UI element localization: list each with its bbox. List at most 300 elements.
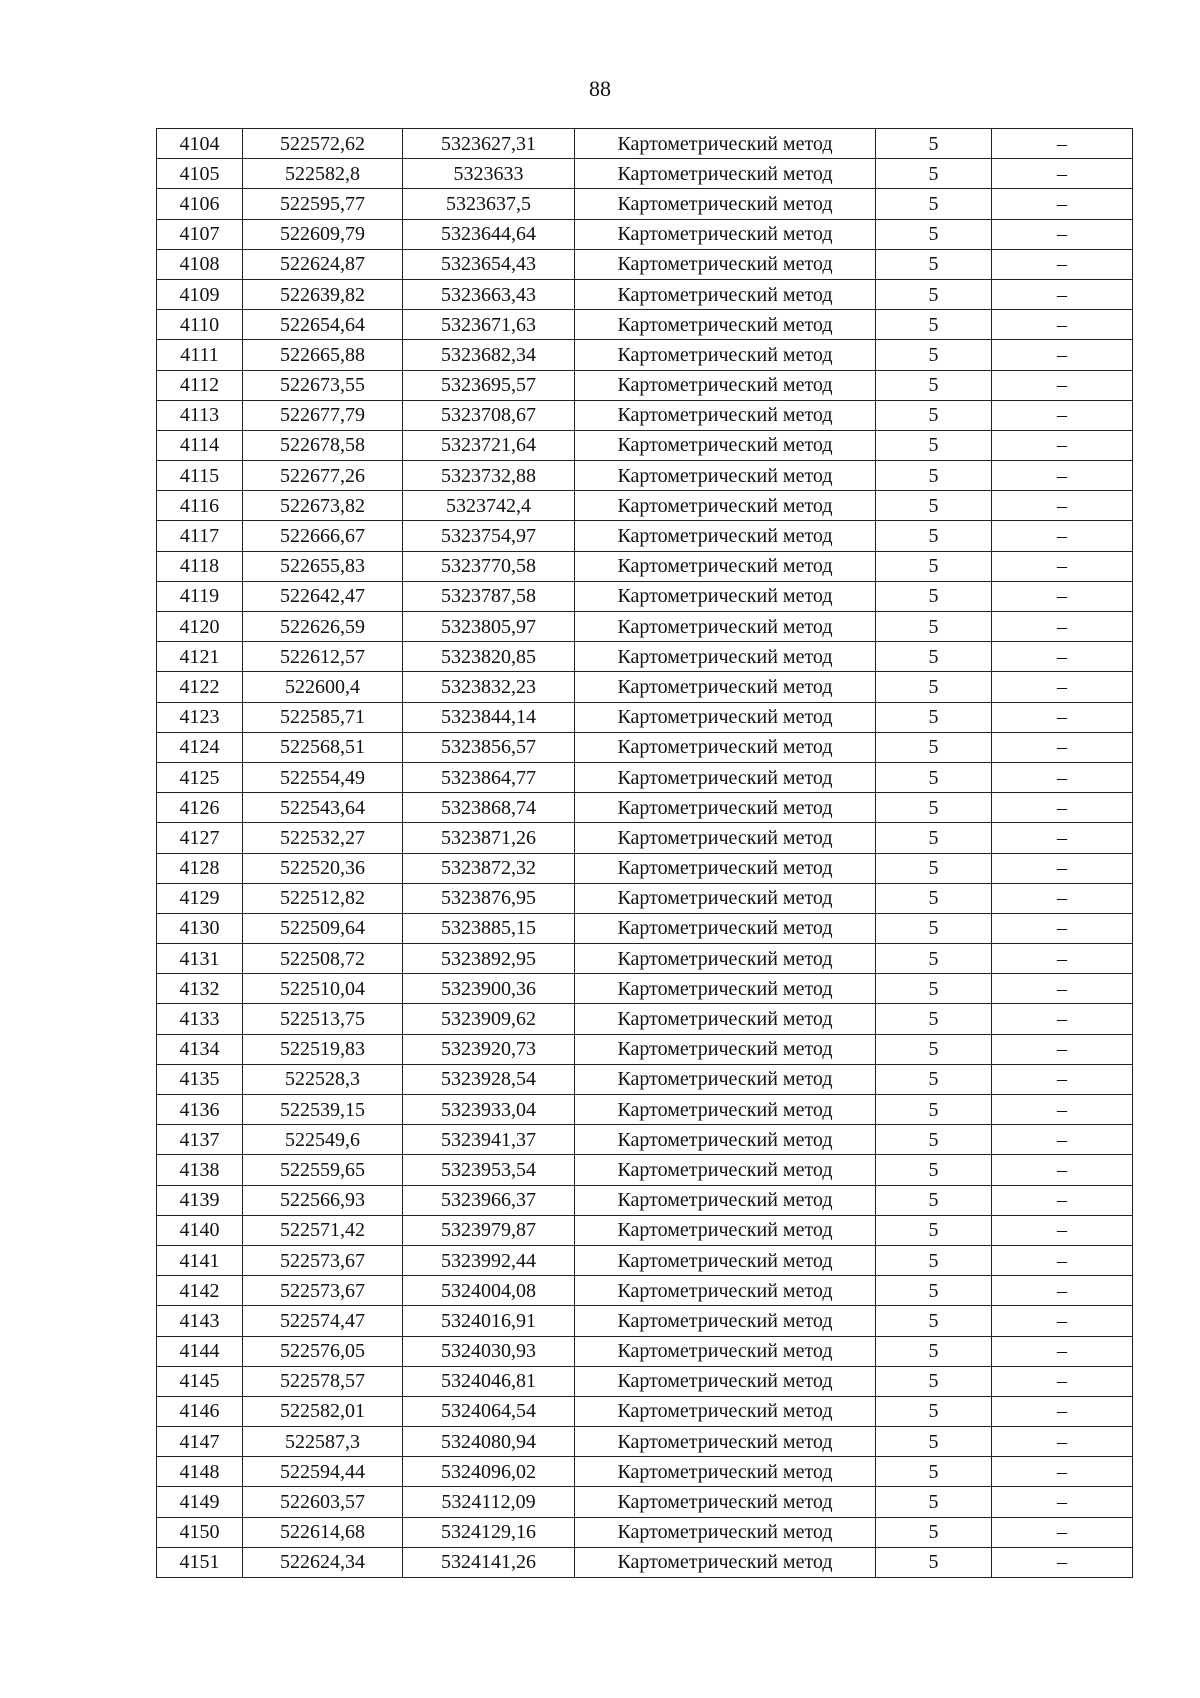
x-coordinate-cell: 522508,72 bbox=[243, 944, 403, 974]
y-coordinate-cell: 5323856,57 bbox=[403, 732, 575, 762]
description-cell: – bbox=[992, 129, 1133, 159]
point-number-cell: 4120 bbox=[157, 612, 243, 642]
accuracy-cell: 5 bbox=[876, 581, 992, 611]
point-number-cell: 4146 bbox=[157, 1396, 243, 1426]
accuracy-cell: 5 bbox=[876, 189, 992, 219]
table-row bbox=[157, 340, 1133, 370]
description-cell: – bbox=[992, 1517, 1133, 1547]
x-coordinate-cell: 522603,57 bbox=[243, 1487, 403, 1517]
description-cell: – bbox=[992, 944, 1133, 974]
table-row bbox=[157, 642, 1133, 672]
table-row bbox=[157, 1034, 1133, 1064]
method-cell: Картометрический метод bbox=[575, 853, 876, 883]
point-number-cell: 4148 bbox=[157, 1457, 243, 1487]
method-cell: Картометрический метод bbox=[575, 1064, 876, 1094]
y-coordinate-cell: 5324141,26 bbox=[403, 1547, 575, 1577]
description-cell: – bbox=[992, 1034, 1133, 1064]
description-cell: – bbox=[992, 1095, 1133, 1125]
table-row bbox=[157, 1517, 1133, 1547]
table-row bbox=[157, 491, 1133, 521]
accuracy-cell: 5 bbox=[876, 702, 992, 732]
y-coordinate-cell: 5324046,81 bbox=[403, 1366, 575, 1396]
method-cell: Картометрический метод bbox=[575, 1185, 876, 1215]
y-coordinate-cell: 5323787,58 bbox=[403, 581, 575, 611]
x-coordinate-cell: 522512,82 bbox=[243, 883, 403, 913]
x-coordinate-cell: 522578,57 bbox=[243, 1366, 403, 1396]
y-coordinate-cell: 5324112,09 bbox=[403, 1487, 575, 1517]
table-row bbox=[157, 1004, 1133, 1034]
description-cell: – bbox=[992, 370, 1133, 400]
y-coordinate-cell: 5323770,58 bbox=[403, 551, 575, 581]
point-number-cell: 4134 bbox=[157, 1034, 243, 1064]
table-row bbox=[157, 219, 1133, 249]
y-coordinate-cell: 5323871,26 bbox=[403, 823, 575, 853]
accuracy-cell: 5 bbox=[876, 521, 992, 551]
y-coordinate-cell: 5323892,95 bbox=[403, 944, 575, 974]
accuracy-cell: 5 bbox=[876, 491, 992, 521]
description-cell: – bbox=[992, 913, 1133, 943]
description-cell: – bbox=[992, 551, 1133, 581]
x-coordinate-cell: 522573,67 bbox=[243, 1276, 403, 1306]
method-cell: Картометрический метод bbox=[575, 370, 876, 400]
table-row bbox=[157, 1336, 1133, 1366]
method-cell: Картометрический метод bbox=[575, 129, 876, 159]
description-cell: – bbox=[992, 279, 1133, 309]
description-cell: – bbox=[992, 1276, 1133, 1306]
description-cell: – bbox=[992, 702, 1133, 732]
coordinates-table-body bbox=[157, 129, 1133, 1578]
x-coordinate-cell: 522519,83 bbox=[243, 1034, 403, 1064]
accuracy-cell: 5 bbox=[876, 1457, 992, 1487]
table-row bbox=[157, 279, 1133, 309]
page-number: 88 bbox=[589, 76, 611, 101]
method-cell: Картометрический метод bbox=[575, 1034, 876, 1064]
y-coordinate-cell: 5323742,4 bbox=[403, 491, 575, 521]
point-number-cell: 4124 bbox=[157, 732, 243, 762]
x-coordinate-cell: 522539,15 bbox=[243, 1095, 403, 1125]
accuracy-cell: 5 bbox=[876, 1517, 992, 1547]
method-cell: Картометрический метод bbox=[575, 491, 876, 521]
y-coordinate-cell: 5323966,37 bbox=[403, 1185, 575, 1215]
method-cell: Картометрический метод bbox=[575, 642, 876, 672]
y-coordinate-cell: 5323832,23 bbox=[403, 672, 575, 702]
table-row bbox=[157, 944, 1133, 974]
accuracy-cell: 5 bbox=[876, 1155, 992, 1185]
point-number-cell: 4144 bbox=[157, 1336, 243, 1366]
point-number-cell: 4114 bbox=[157, 430, 243, 460]
point-number-cell: 4142 bbox=[157, 1276, 243, 1306]
table-row bbox=[157, 249, 1133, 279]
accuracy-cell: 5 bbox=[876, 219, 992, 249]
description-cell: – bbox=[992, 340, 1133, 370]
table-row bbox=[157, 461, 1133, 491]
table-row bbox=[157, 702, 1133, 732]
description-cell: – bbox=[992, 430, 1133, 460]
description-cell: – bbox=[992, 1185, 1133, 1215]
point-number-cell: 4109 bbox=[157, 279, 243, 309]
accuracy-cell: 5 bbox=[876, 1034, 992, 1064]
method-cell: Картометрический метод bbox=[575, 521, 876, 551]
x-coordinate-cell: 522568,51 bbox=[243, 732, 403, 762]
point-number-cell: 4149 bbox=[157, 1487, 243, 1517]
x-coordinate-cell: 522528,3 bbox=[243, 1064, 403, 1094]
table-row bbox=[157, 1427, 1133, 1457]
description-cell: – bbox=[992, 581, 1133, 611]
point-number-cell: 4105 bbox=[157, 159, 243, 189]
point-number-cell: 4139 bbox=[157, 1185, 243, 1215]
method-cell: Картометрический метод bbox=[575, 974, 876, 1004]
y-coordinate-cell: 5323654,43 bbox=[403, 249, 575, 279]
y-coordinate-cell: 5323732,88 bbox=[403, 461, 575, 491]
point-number-cell: 4130 bbox=[157, 913, 243, 943]
description-cell: – bbox=[992, 823, 1133, 853]
y-coordinate-cell: 5323844,14 bbox=[403, 702, 575, 732]
table-row bbox=[157, 1487, 1133, 1517]
point-number-cell: 4125 bbox=[157, 762, 243, 792]
x-coordinate-cell: 522573,67 bbox=[243, 1245, 403, 1275]
method-cell: Картометрический метод bbox=[575, 1215, 876, 1245]
y-coordinate-cell: 5323663,43 bbox=[403, 279, 575, 309]
x-coordinate-cell: 522654,64 bbox=[243, 310, 403, 340]
x-coordinate-cell: 522582,01 bbox=[243, 1396, 403, 1426]
description-cell: – bbox=[992, 1396, 1133, 1426]
method-cell: Картометрический метод bbox=[575, 612, 876, 642]
y-coordinate-cell: 5323864,77 bbox=[403, 762, 575, 792]
x-coordinate-cell: 522600,4 bbox=[243, 672, 403, 702]
description-cell: – bbox=[992, 883, 1133, 913]
method-cell: Картометрический метод bbox=[575, 762, 876, 792]
x-coordinate-cell: 522642,47 bbox=[243, 581, 403, 611]
description-cell: – bbox=[992, 1215, 1133, 1245]
accuracy-cell: 5 bbox=[876, 732, 992, 762]
description-cell: – bbox=[992, 400, 1133, 430]
table-row bbox=[157, 551, 1133, 581]
accuracy-cell: 5 bbox=[876, 823, 992, 853]
y-coordinate-cell: 5323708,67 bbox=[403, 400, 575, 430]
x-coordinate-cell: 522612,57 bbox=[243, 642, 403, 672]
description-cell: – bbox=[992, 1336, 1133, 1366]
accuracy-cell: 5 bbox=[876, 1336, 992, 1366]
description-cell: – bbox=[992, 249, 1133, 279]
y-coordinate-cell: 5323721,64 bbox=[403, 430, 575, 460]
point-number-cell: 4112 bbox=[157, 370, 243, 400]
x-coordinate-cell: 522549,6 bbox=[243, 1125, 403, 1155]
description-cell: – bbox=[992, 853, 1133, 883]
coordinates-table bbox=[156, 128, 1133, 1578]
method-cell: Картометрический метод bbox=[575, 823, 876, 853]
y-coordinate-cell: 5323909,62 bbox=[403, 1004, 575, 1034]
x-coordinate-cell: 522666,67 bbox=[243, 521, 403, 551]
description-cell: – bbox=[992, 219, 1133, 249]
accuracy-cell: 5 bbox=[876, 1185, 992, 1215]
table-row bbox=[157, 974, 1133, 1004]
description-cell: – bbox=[992, 461, 1133, 491]
method-cell: Картометрический метод bbox=[575, 944, 876, 974]
accuracy-cell: 5 bbox=[876, 672, 992, 702]
method-cell: Картометрический метод bbox=[575, 672, 876, 702]
method-cell: Картометрический метод bbox=[575, 430, 876, 460]
point-number-cell: 4113 bbox=[157, 400, 243, 430]
y-coordinate-cell: 5323941,37 bbox=[403, 1125, 575, 1155]
point-number-cell: 4136 bbox=[157, 1095, 243, 1125]
y-coordinate-cell: 5323900,36 bbox=[403, 974, 575, 1004]
x-coordinate-cell: 522665,88 bbox=[243, 340, 403, 370]
point-number-cell: 4151 bbox=[157, 1547, 243, 1577]
description-cell: – bbox=[992, 793, 1133, 823]
x-coordinate-cell: 522587,3 bbox=[243, 1427, 403, 1457]
table-row bbox=[157, 1396, 1133, 1426]
point-number-cell: 4117 bbox=[157, 521, 243, 551]
method-cell: Картометрический метод bbox=[575, 913, 876, 943]
table-row bbox=[157, 913, 1133, 943]
method-cell: Картометрический метод bbox=[575, 340, 876, 370]
x-coordinate-cell: 522574,47 bbox=[243, 1306, 403, 1336]
description-cell: – bbox=[992, 1306, 1133, 1336]
point-number-cell: 4135 bbox=[157, 1064, 243, 1094]
table-row bbox=[157, 1276, 1133, 1306]
y-coordinate-cell: 5324064,54 bbox=[403, 1396, 575, 1426]
accuracy-cell: 5 bbox=[876, 1366, 992, 1396]
table-row bbox=[157, 1064, 1133, 1094]
point-number-cell: 4119 bbox=[157, 581, 243, 611]
method-cell: Картометрический метод bbox=[575, 1427, 876, 1457]
description-cell: – bbox=[992, 189, 1133, 219]
point-number-cell: 4111 bbox=[157, 340, 243, 370]
table-row bbox=[157, 521, 1133, 551]
accuracy-cell: 5 bbox=[876, 1306, 992, 1336]
table-row bbox=[157, 1547, 1133, 1577]
x-coordinate-cell: 522677,79 bbox=[243, 400, 403, 430]
accuracy-cell: 5 bbox=[876, 642, 992, 672]
accuracy-cell: 5 bbox=[876, 793, 992, 823]
method-cell: Картометрический метод bbox=[575, 1306, 876, 1336]
x-coordinate-cell: 522566,93 bbox=[243, 1185, 403, 1215]
description-cell: – bbox=[992, 1547, 1133, 1577]
point-number-cell: 4126 bbox=[157, 793, 243, 823]
table-row bbox=[157, 762, 1133, 792]
accuracy-cell: 5 bbox=[876, 249, 992, 279]
y-coordinate-cell: 5323933,04 bbox=[403, 1095, 575, 1125]
point-number-cell: 4110 bbox=[157, 310, 243, 340]
y-coordinate-cell: 5323637,5 bbox=[403, 189, 575, 219]
method-cell: Картометрический метод bbox=[575, 732, 876, 762]
point-number-cell: 4140 bbox=[157, 1215, 243, 1245]
table-row bbox=[157, 853, 1133, 883]
y-coordinate-cell: 5324080,94 bbox=[403, 1427, 575, 1457]
accuracy-cell: 5 bbox=[876, 1245, 992, 1275]
method-cell: Картометрический метод bbox=[575, 1366, 876, 1396]
description-cell: – bbox=[992, 1457, 1133, 1487]
table-row bbox=[157, 732, 1133, 762]
point-number-cell: 4145 bbox=[157, 1366, 243, 1396]
method-cell: Картометрический метод bbox=[575, 1336, 876, 1366]
x-coordinate-cell: 522673,82 bbox=[243, 491, 403, 521]
accuracy-cell: 5 bbox=[876, 400, 992, 430]
method-cell: Картометрический метод bbox=[575, 1276, 876, 1306]
table-row bbox=[157, 129, 1133, 159]
y-coordinate-cell: 5323695,57 bbox=[403, 370, 575, 400]
accuracy-cell: 5 bbox=[876, 370, 992, 400]
table-row bbox=[157, 581, 1133, 611]
table-row bbox=[157, 189, 1133, 219]
x-coordinate-cell: 522532,27 bbox=[243, 823, 403, 853]
x-coordinate-cell: 522585,71 bbox=[243, 702, 403, 732]
accuracy-cell: 5 bbox=[876, 762, 992, 792]
description-cell: – bbox=[992, 1155, 1133, 1185]
y-coordinate-cell: 5323979,87 bbox=[403, 1215, 575, 1245]
x-coordinate-cell: 522572,62 bbox=[243, 129, 403, 159]
x-coordinate-cell: 522543,64 bbox=[243, 793, 403, 823]
accuracy-cell: 5 bbox=[876, 1064, 992, 1094]
x-coordinate-cell: 522677,26 bbox=[243, 461, 403, 491]
x-coordinate-cell: 522559,65 bbox=[243, 1155, 403, 1185]
table-row bbox=[157, 1185, 1133, 1215]
method-cell: Картометрический метод bbox=[575, 1004, 876, 1034]
x-coordinate-cell: 522639,82 bbox=[243, 279, 403, 309]
x-coordinate-cell: 522673,55 bbox=[243, 370, 403, 400]
method-cell: Картометрический метод bbox=[575, 1396, 876, 1426]
accuracy-cell: 5 bbox=[876, 1276, 992, 1306]
x-coordinate-cell: 522510,04 bbox=[243, 974, 403, 1004]
accuracy-cell: 5 bbox=[876, 1004, 992, 1034]
accuracy-cell: 5 bbox=[876, 551, 992, 581]
table-row bbox=[157, 1457, 1133, 1487]
description-cell: – bbox=[992, 1366, 1133, 1396]
point-number-cell: 4118 bbox=[157, 551, 243, 581]
method-cell: Картометрический метод bbox=[575, 1125, 876, 1155]
x-coordinate-cell: 522571,42 bbox=[243, 1215, 403, 1245]
y-coordinate-cell: 5323868,74 bbox=[403, 793, 575, 823]
point-number-cell: 4108 bbox=[157, 249, 243, 279]
accuracy-cell: 5 bbox=[876, 883, 992, 913]
point-number-cell: 4129 bbox=[157, 883, 243, 913]
table-row bbox=[157, 370, 1133, 400]
point-number-cell: 4141 bbox=[157, 1245, 243, 1275]
table-row bbox=[157, 1125, 1133, 1155]
point-number-cell: 4132 bbox=[157, 974, 243, 1004]
table-row bbox=[157, 1095, 1133, 1125]
point-number-cell: 4127 bbox=[157, 823, 243, 853]
x-coordinate-cell: 522576,05 bbox=[243, 1336, 403, 1366]
y-coordinate-cell: 5323805,97 bbox=[403, 612, 575, 642]
accuracy-cell: 5 bbox=[876, 340, 992, 370]
y-coordinate-cell: 5323928,54 bbox=[403, 1064, 575, 1094]
method-cell: Картометрический метод bbox=[575, 1517, 876, 1547]
point-number-cell: 4104 bbox=[157, 129, 243, 159]
accuracy-cell: 5 bbox=[876, 1547, 992, 1577]
accuracy-cell: 5 bbox=[876, 1095, 992, 1125]
y-coordinate-cell: 5323633 bbox=[403, 159, 575, 189]
description-cell: – bbox=[992, 974, 1133, 1004]
table-row bbox=[157, 883, 1133, 913]
method-cell: Картометрический метод bbox=[575, 551, 876, 581]
table-row bbox=[157, 1215, 1133, 1245]
table-row bbox=[157, 1306, 1133, 1336]
point-number-cell: 4138 bbox=[157, 1155, 243, 1185]
table-row bbox=[157, 430, 1133, 460]
table-row bbox=[157, 159, 1133, 189]
method-cell: Картометрический метод bbox=[575, 1457, 876, 1487]
y-coordinate-cell: 5323820,85 bbox=[403, 642, 575, 672]
table-row bbox=[157, 310, 1133, 340]
description-cell: – bbox=[992, 521, 1133, 551]
point-number-cell: 4123 bbox=[157, 702, 243, 732]
x-coordinate-cell: 522626,59 bbox=[243, 612, 403, 642]
method-cell: Картометрический метод bbox=[575, 1487, 876, 1517]
method-cell: Картометрический метод bbox=[575, 581, 876, 611]
table-row bbox=[157, 672, 1133, 702]
x-coordinate-cell: 522614,68 bbox=[243, 1517, 403, 1547]
point-number-cell: 4150 bbox=[157, 1517, 243, 1547]
x-coordinate-cell: 522582,8 bbox=[243, 159, 403, 189]
method-cell: Картометрический метод bbox=[575, 1155, 876, 1185]
accuracy-cell: 5 bbox=[876, 974, 992, 1004]
x-coordinate-cell: 522520,36 bbox=[243, 853, 403, 883]
accuracy-cell: 5 bbox=[876, 913, 992, 943]
description-cell: – bbox=[992, 1125, 1133, 1155]
description-cell: – bbox=[992, 1427, 1133, 1457]
method-cell: Картометрический метод bbox=[575, 883, 876, 913]
table-row bbox=[157, 400, 1133, 430]
table-row bbox=[157, 1366, 1133, 1396]
y-coordinate-cell: 5324030,93 bbox=[403, 1336, 575, 1366]
point-number-cell: 4107 bbox=[157, 219, 243, 249]
y-coordinate-cell: 5323885,15 bbox=[403, 913, 575, 943]
accuracy-cell: 5 bbox=[876, 461, 992, 491]
description-cell: – bbox=[992, 1004, 1133, 1034]
description-cell: – bbox=[992, 491, 1133, 521]
description-cell: – bbox=[992, 732, 1133, 762]
accuracy-cell: 5 bbox=[876, 612, 992, 642]
y-coordinate-cell: 5324016,91 bbox=[403, 1306, 575, 1336]
y-coordinate-cell: 5323671,63 bbox=[403, 310, 575, 340]
table-row bbox=[157, 793, 1133, 823]
y-coordinate-cell: 5324096,02 bbox=[403, 1457, 575, 1487]
accuracy-cell: 5 bbox=[876, 1215, 992, 1245]
table-row bbox=[157, 612, 1133, 642]
method-cell: Картометрический метод bbox=[575, 400, 876, 430]
method-cell: Картометрический метод bbox=[575, 1095, 876, 1125]
description-cell: – bbox=[992, 612, 1133, 642]
method-cell: Картометрический метод bbox=[575, 1245, 876, 1275]
description-cell: – bbox=[992, 762, 1133, 792]
x-coordinate-cell: 522624,87 bbox=[243, 249, 403, 279]
x-coordinate-cell: 522509,64 bbox=[243, 913, 403, 943]
table-row bbox=[157, 823, 1133, 853]
method-cell: Картометрический метод bbox=[575, 1547, 876, 1577]
accuracy-cell: 5 bbox=[876, 159, 992, 189]
accuracy-cell: 5 bbox=[876, 853, 992, 883]
y-coordinate-cell: 5323644,64 bbox=[403, 219, 575, 249]
y-coordinate-cell: 5324004,08 bbox=[403, 1276, 575, 1306]
accuracy-cell: 5 bbox=[876, 310, 992, 340]
method-cell: Картометрический метод bbox=[575, 189, 876, 219]
point-number-cell: 4128 bbox=[157, 853, 243, 883]
x-coordinate-cell: 522678,58 bbox=[243, 430, 403, 460]
accuracy-cell: 5 bbox=[876, 1125, 992, 1155]
x-coordinate-cell: 522609,79 bbox=[243, 219, 403, 249]
description-cell: – bbox=[992, 310, 1133, 340]
point-number-cell: 4143 bbox=[157, 1306, 243, 1336]
description-cell: – bbox=[992, 159, 1133, 189]
point-number-cell: 4137 bbox=[157, 1125, 243, 1155]
table-row bbox=[157, 1245, 1133, 1275]
point-number-cell: 4116 bbox=[157, 491, 243, 521]
y-coordinate-cell: 5323920,73 bbox=[403, 1034, 575, 1064]
y-coordinate-cell: 5324129,16 bbox=[403, 1517, 575, 1547]
x-coordinate-cell: 522655,83 bbox=[243, 551, 403, 581]
method-cell: Картометрический метод bbox=[575, 461, 876, 491]
